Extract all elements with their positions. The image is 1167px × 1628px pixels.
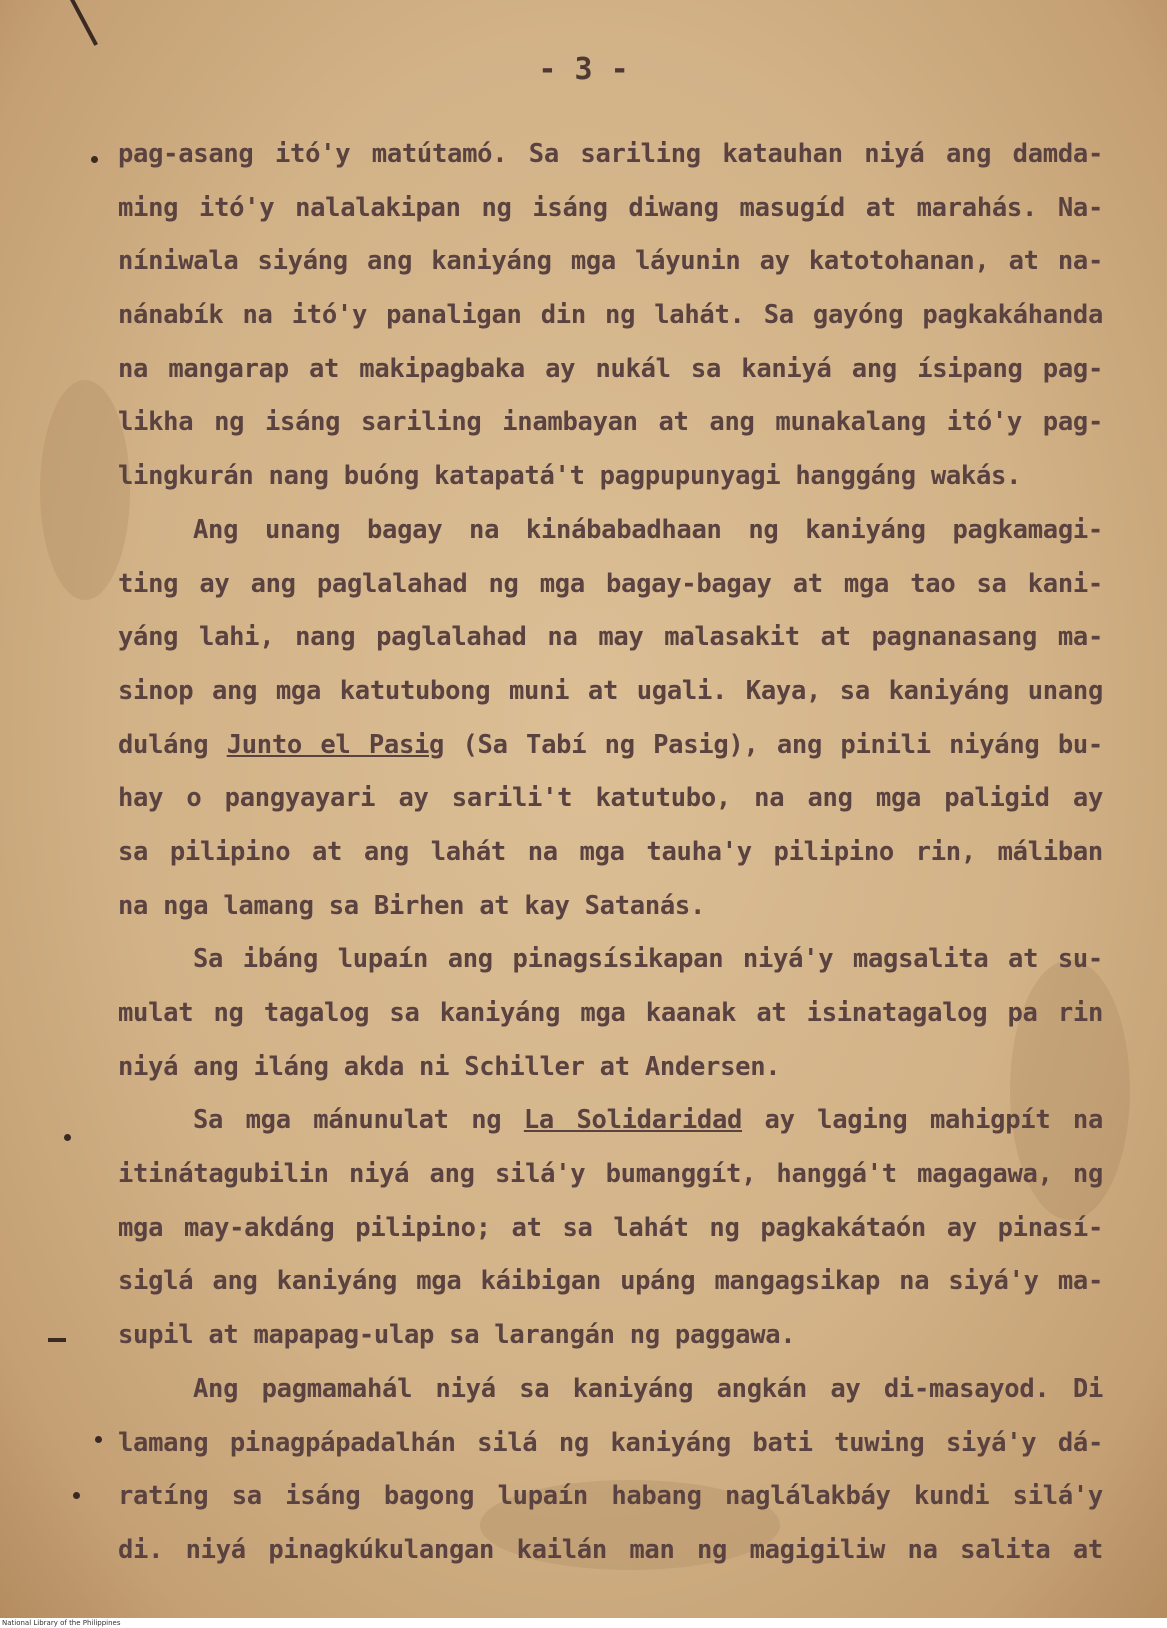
text-line: hay o pangyayari ay sarili't katutubo, na ang mga paligid ay [118, 783, 1103, 814]
text-segment: ay laging mahigpít na [742, 1105, 1104, 1136]
text-line-with-title [118, 1094, 1103, 1148]
text-line: sa pilipino at ang lahát na mga tauha'y pilipino rin, máliban [118, 836, 1103, 867]
document-body [118, 128, 1103, 1578]
text-line: mga may-akdáng pilipino; at sa lahát ng pagkakátaón ay pinasí- [118, 1212, 1103, 1243]
paper-stain [40, 380, 130, 600]
text-line-with-title [118, 719, 1103, 773]
text-line: sinop ang mga katutubong muni at ugali. Kaya, sa kaniyáng unang [118, 675, 1103, 706]
ink-dot-mark [64, 1134, 71, 1141]
ink-dot-mark [91, 156, 98, 163]
ink-stroke-mark [48, 1338, 66, 1342]
text-segment: (Sa Tabí ng Pasig), ang pinili niyáng bu- [444, 729, 1103, 760]
page-number: - 3 - [538, 52, 629, 87]
text-line: pag-asang itó'y matútamó. Sa sariling katauhan niyá ang damda- [118, 139, 1103, 169]
footer-credit: National Library of the Philippines [2, 1619, 121, 1627]
text-line: Sa ibáng lupaín ang pinagsísikapan niyá'y magsalita at su- [193, 944, 1103, 975]
text-line: lamang pinagpápadalhán silá ng kaniyáng bati tuwing siyá'y dá- [118, 1427, 1103, 1458]
text-line: ting ay ang paglalahad ng mga bagay-bagay at mga tao sa kani- [118, 568, 1103, 599]
text-line: yáng lahi, nang paglalahad na may malasakit at pagnanasang ma- [118, 622, 1103, 653]
text-line: itinátagubilin niyá ang silá'y bumanggít, hanggá't magagawa, ng [118, 1159, 1103, 1190]
text-line: niyá ang iláng akda ni Schiller at Andersen. [118, 1051, 781, 1082]
text-line: ming itó'y nalalakipan ng isáng diwang masugíd at marahás. Na- [118, 192, 1103, 223]
play-title: Junto el Pasig [226, 729, 445, 760]
text-line: na nga lamang sa Birhen at kay Satanás. [118, 890, 706, 921]
text-line: supil at mapapag-ulap sa larangán ng paggawa. [118, 1320, 796, 1351]
text-line: níniwala siyáng ang kaniyáng mga láyunin ay katotohanan, at na- [118, 246, 1103, 277]
text-line: lingkurán nang buóng katapatá't pagpupunyagi hanggáng wakás. [118, 461, 1022, 492]
ink-stroke-mark [70, 0, 98, 46]
text-line: Ang unang bagay na kinábabadhaan ng kaniyáng pagkamagi- [193, 514, 1103, 545]
ink-dot-mark [95, 1436, 102, 1443]
text-line: siglá ang kaniyáng mga káibigan upáng mangagsikap na siyá'y ma- [118, 1266, 1103, 1297]
periodical-title: La Solidaridad [523, 1105, 743, 1136]
text-line: mulat ng tagalog sa kaniyáng mga kaanak at isinatagalog pa rin [118, 998, 1103, 1028]
text-line: ratíng sa isáng bagong lupaín habang naglálakbáy kundi silá'y [118, 1481, 1103, 1512]
text-line: Ang pagmamahál niyá sa kaniyáng angkán ay di-masayod. Di [193, 1373, 1103, 1404]
text-line: likha ng isáng sariling inambayan at ang munakalang itó'y pag- [118, 407, 1103, 438]
text-line: di. niyá pinagkúkulangan kailán man ng magigiliw na salita at [118, 1534, 1103, 1565]
ink-dot-mark [73, 1492, 80, 1499]
text-line: nánabík na itó'y panaligan din ng lahát. Sa gayóng pagkakáhanda [118, 300, 1103, 331]
text-segment: Sa mga mánunulat ng [193, 1105, 524, 1136]
text-segment: duláng [118, 729, 227, 760]
text-line: na mangarap at makipagbaka ay nukál sa kaniyá ang ísipang pag- [118, 353, 1103, 384]
